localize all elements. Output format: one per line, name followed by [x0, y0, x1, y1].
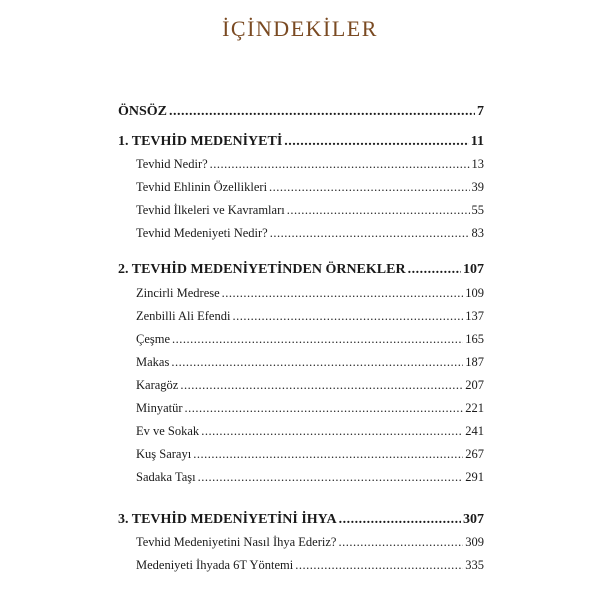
toc-entry[interactable] — [136, 180, 484, 195]
dot-leader — [222, 286, 464, 301]
dot-leader — [270, 226, 470, 241]
toc-entry-title: Tevhid Ehlinin Özellikleri — [136, 180, 268, 194]
toc-entry[interactable] — [136, 157, 484, 172]
toc-entry-page: 309 — [465, 535, 484, 549]
dot-leader — [295, 558, 463, 573]
dot-leader — [269, 180, 469, 195]
dot-leader — [284, 134, 468, 150]
toc-entry-title: Tevhid Medeniyetini Nasıl İhya Ederiz? — [136, 535, 337, 549]
toc-entry[interactable] — [136, 470, 484, 485]
toc-entry-page: 137 — [465, 309, 484, 323]
toc-entry-title: Karagöz — [136, 378, 179, 392]
dot-leader — [339, 512, 461, 528]
toc-section-1[interactable] — [118, 134, 484, 150]
toc-section-2[interactable] — [118, 262, 484, 278]
toc-entry[interactable] — [136, 355, 484, 370]
toc-entry-title: Minyatür — [136, 401, 183, 415]
toc-entry[interactable] — [136, 286, 484, 301]
dot-leader — [338, 535, 463, 550]
dot-leader — [193, 447, 463, 462]
toc-entry-page: 291 — [465, 470, 484, 484]
dot-leader — [169, 104, 475, 120]
page-title: İÇİNDEKİLER — [222, 16, 378, 41]
toc-entry-title: Tevhid Medeniyeti Nedir? — [136, 226, 268, 240]
toc-entry-title: Sadaka Taşı — [136, 470, 196, 484]
toc-entry-page: 221 — [465, 401, 484, 415]
toc-entry[interactable] — [136, 535, 484, 550]
toc-entry-page: 55 — [471, 203, 484, 217]
toc-entry[interactable] — [136, 447, 484, 462]
toc-section-title: 3. TEVHİD MEDENİYETİNİ İHYA — [118, 512, 337, 527]
toc-entry-title: ÖNSÖZ — [118, 104, 168, 119]
dot-leader — [408, 262, 461, 278]
toc-entry-title: Çeşme — [136, 332, 171, 346]
toc-section-page: 107 — [463, 262, 484, 277]
toc-entry-page: 13 — [471, 157, 484, 171]
toc-entry-page: 39 — [471, 180, 484, 194]
toc-entry-page: 267 — [465, 447, 484, 461]
dot-leader — [201, 424, 463, 439]
dot-leader — [171, 355, 463, 370]
toc-entry-page: 7 — [477, 104, 484, 119]
toc-entry-title: Tevhid Nedir? — [136, 157, 208, 171]
toc-entry-page: 165 — [465, 332, 484, 346]
toc-section-title: 2. TEVHİD MEDENİYETİNDEN ÖRNEKLER — [118, 262, 406, 277]
toc-entry-page: 241 — [465, 424, 484, 438]
toc-entry[interactable] — [136, 424, 484, 439]
toc-entry-title: Medeniyeti İhyada 6T Yöntemi — [136, 558, 294, 572]
toc-section-3[interactable] — [118, 512, 484, 528]
toc-entry[interactable] — [136, 226, 484, 241]
toc-entry-page: 207 — [465, 378, 484, 392]
toc-entry-title: Zenbilli Ali Efendi — [136, 309, 231, 323]
dot-leader — [287, 203, 470, 218]
toc-entry[interactable] — [136, 332, 484, 347]
dot-leader — [172, 332, 463, 347]
toc-entry-page: 335 — [465, 558, 484, 572]
toc-entry[interactable] — [136, 309, 484, 324]
toc-entry[interactable] — [136, 558, 484, 573]
dot-leader — [232, 309, 463, 324]
dot-leader — [185, 401, 464, 416]
toc-entry-page: 83 — [471, 226, 484, 240]
dot-leader — [210, 157, 470, 172]
toc-entry-title: Makas — [136, 355, 170, 369]
toc-entry-title: Zincirli Medrese — [136, 286, 220, 300]
toc-section-title: 1. TEVHİD MEDENİYETİ — [118, 134, 283, 149]
toc-entry-page: 187 — [465, 355, 484, 369]
toc-entry[interactable] — [136, 378, 484, 393]
toc-entry-title: Tevhid İlkeleri ve Kavramları — [136, 203, 285, 217]
toc-entry-title: Ev ve Sokak — [136, 424, 200, 438]
toc-entry-title: Kuş Sarayı — [136, 447, 192, 461]
toc-entry-page: 109 — [465, 286, 484, 300]
dot-leader — [180, 378, 463, 393]
toc-entry-preface[interactable] — [118, 104, 484, 120]
toc-section-page: 11 — [470, 134, 484, 149]
toc-entry[interactable] — [136, 203, 484, 218]
dot-leader — [198, 470, 464, 485]
toc-section-page: 307 — [463, 512, 484, 527]
toc-entry[interactable] — [136, 401, 484, 416]
